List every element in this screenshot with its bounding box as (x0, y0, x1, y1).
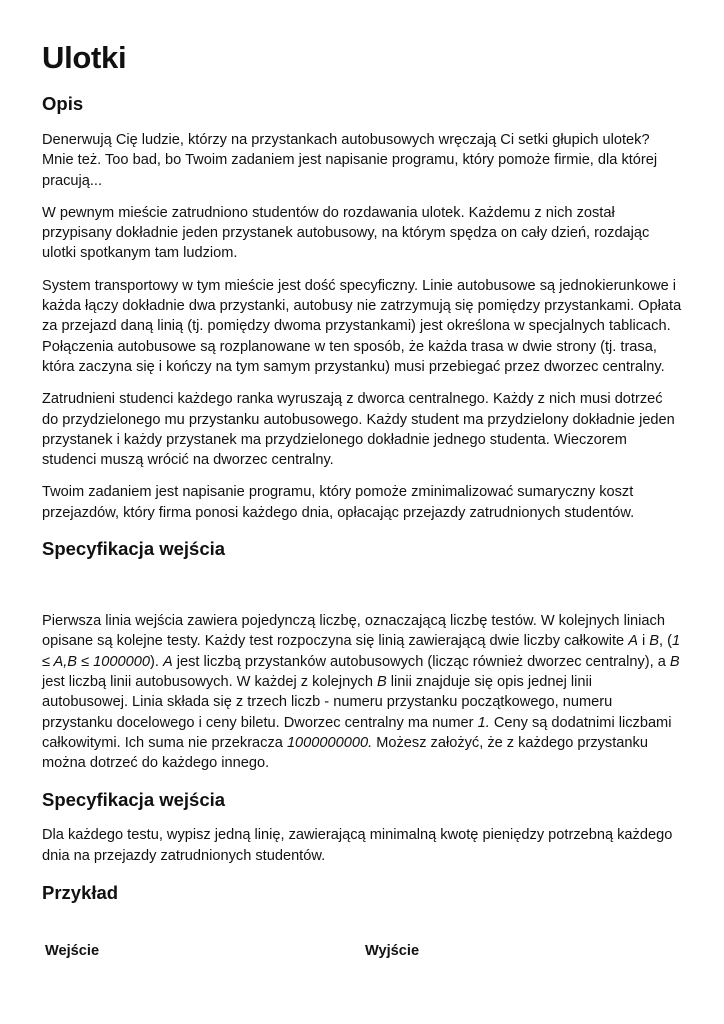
input-text-7: linii znajduje się opis jednej linii autobusowej. Linia składa się z trzech liczb - numeru przystanku początkowego, numeru przystanku docelowego i ceny biletu. Dworzec centralny ma numer (42, 673, 613, 731)
example-output-label: Wyjście (365, 943, 420, 960)
description-paragraph-5: Twoim zadaniem jest napisanie programu, który pomoże zminimalizować sumaryczny koszt przejazdów, który firma ponosi każdego dnia, opłacając przejazdy zatrudnionych studentów. (42, 484, 635, 521)
example-input-label: Wejście (45, 943, 100, 960)
input-text-9: Możesz założyć, że z każdego przystanku można dotrzeć do każdego innego. (42, 734, 648, 772)
description-heading: Opis (42, 93, 84, 114)
description-paragraph-2: W pewnym mieście zatrudniono studentów do rozdawania ulotek. Każdemu z nich został przypisany dokładnie jeden przystanek autobusowy, na którym spędza on cały dzień, rozdając ulotki spotkanym tam ludziom. (42, 204, 650, 262)
input-text-8: Ceny są dodatnimi liczbami całkowitymi. Ich suma nie przekracza (42, 714, 672, 751)
constraint: 1 ≤ A,B ≤ 1000000 (42, 633, 681, 670)
description-paragraph-1: Denerwują Cię ludzie, którzy na przystankach autobusowych wręczają Ci setki głupich ulotek? Mnie też. Too bad, bo Twoim zadaniem jest napisanie programu, który pomoże firmie, dla której pracują... (42, 132, 658, 189)
example-heading: Przykład (42, 882, 119, 904)
var-a-2: A (162, 653, 173, 670)
input-text-4: ). (149, 653, 163, 670)
input-text-6: jest liczbą linii autobusowych. W każdej z kolejnych (42, 673, 377, 690)
max-sum: 1000000000. (286, 734, 373, 751)
input-text-1: Pierwsza linia wejścia zawiera pojedynczą liczbę, oznaczającą liczbę testów. W kolejnych liniach opisane są kolejne testy. Każdy test rozpoczyna się linią zawierającą dwie liczby całkowite (42, 613, 665, 650)
input-text-3: , ( (659, 633, 673, 650)
input-text-2: i (637, 633, 650, 650)
description-paragraph-4: Zatrudnieni studenci każdego ranka wyruszają z dworca centralnego. Każdy z nich musi dotrzeć do przydzielonego mu przystanku autobusowego. Każdy student ma przydzielony dokładnie jeden przystanek i każdy przystanek ma przydzielonego dokładnie jednego studenta. Wieczorem studenci muszą wrócić na dworzec centralny. (42, 391, 675, 469)
var-b: B (649, 633, 660, 650)
input-spec-paragraph (42, 611, 682, 773)
var-a: A (628, 633, 638, 650)
var-b-3: B (377, 673, 387, 690)
central-number: 1. (477, 714, 490, 731)
var-b-2: B (669, 653, 680, 670)
output-spec-heading: Specyfikacja wejścia (42, 789, 226, 811)
description-paragraph-3: System transportowy w tym mieście jest dość specyficzny. Linie autobusowe są jednokierunkowe i każda łączy dokładnie dwa przystanki, autobusy nie zatrzymują się pomiędzy przystankami. Opłata za przejazd daną linią (tj. pomiędzy dwoma przystankami) jest określona w specjalnych tablicach. Połączenia autobusowe są rozplanowane w ten sposób, że każda trasa w dwie strony (tj. trasa, która zaczyna się i kończy na tym samym przystanku) musi przebiegać przez dworzec centralny. (42, 277, 682, 375)
page-title: Ulotki (42, 40, 127, 75)
example-table (42, 943, 682, 959)
input-text-5: jest liczbą przystanków autobusowych (licząc również dworzec centralny), a (172, 653, 670, 670)
input-spec-heading: Specyfikacja wejścia (42, 538, 226, 560)
output-spec-paragraph: Dla każdego testu, wypisz jedną linię, zawierającą minimalną kwotę pieniędzy potrzebną każdego dnia na przejazdy zatrudnionych studentów. (42, 827, 673, 864)
